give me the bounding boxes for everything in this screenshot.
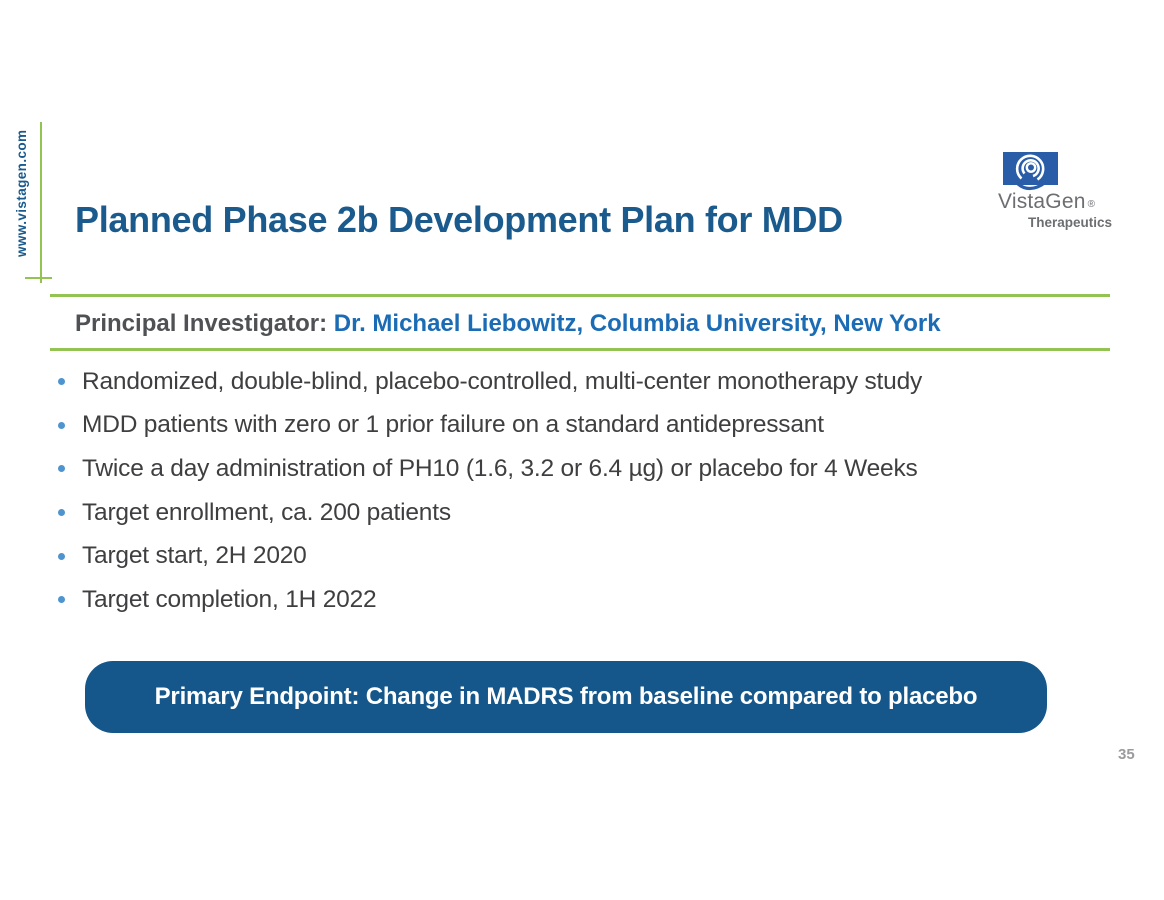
investigator-rule-bottom bbox=[50, 348, 1110, 351]
primary-endpoint-banner: Primary Endpoint: Change in MADRS from baseline compared to placebo bbox=[85, 661, 1047, 733]
slide-title: Planned Phase 2b Development Plan for MDD bbox=[75, 199, 843, 240]
bullet-item-patients bbox=[55, 404, 1115, 448]
bullet-text: Target enrollment, ca. 200 patients bbox=[82, 498, 451, 526]
vistagen-logo bbox=[998, 152, 1112, 230]
bullet-item-dosing bbox=[55, 447, 1115, 491]
sidebar-green-tick bbox=[25, 277, 52, 279]
bullet-dot-icon bbox=[58, 422, 65, 429]
sidebar-green-rule bbox=[40, 122, 42, 283]
logo-wordmark bbox=[998, 190, 1112, 214]
investigator-value: Dr. Michael Liebowitz, Columbia University, New York bbox=[333, 310, 941, 337]
bullet-text: MDD patients with zero or 1 prior failure on a standard antidepressant bbox=[82, 411, 824, 439]
study-bullet-list bbox=[55, 360, 1115, 622]
bullet-dot-icon bbox=[58, 465, 65, 472]
investigator-label: Principal Investigator: bbox=[75, 310, 334, 337]
bullet-dot-icon bbox=[58, 553, 65, 560]
bullet-item-study-design bbox=[55, 360, 1115, 404]
bullet-text: Target start, 2H 2020 bbox=[82, 542, 307, 570]
logo-name-text: VistaGen bbox=[998, 190, 1086, 213]
bullet-item-enrollment bbox=[55, 491, 1115, 535]
logo-subtitle: Therapeutics bbox=[1027, 215, 1112, 230]
bullet-text: Randomized, double-blind, placebo-controlled, multi-center monotherapy study bbox=[82, 367, 923, 395]
bullet-item-start bbox=[55, 534, 1115, 578]
bullet-dot-icon bbox=[58, 378, 65, 385]
bullet-text: Target completion, 1H 2022 bbox=[82, 585, 377, 613]
website-link[interactable]: www.vistagen.com bbox=[14, 129, 29, 257]
registered-mark-icon: ® bbox=[1087, 199, 1096, 210]
bullet-text: Twice a day administration of PH10 (1.6, 3.2 or 6.4 µg) or placebo for 4 Weeks bbox=[82, 454, 918, 482]
vistagen-logo-icon bbox=[1001, 152, 1059, 194]
bullet-dot-icon bbox=[58, 509, 65, 516]
investigator-rule-top bbox=[50, 294, 1110, 297]
bullet-item-completion bbox=[55, 578, 1115, 622]
bullet-dot-icon bbox=[58, 596, 65, 603]
investigator-line bbox=[75, 306, 1105, 342]
page-number: 35 bbox=[1118, 746, 1135, 763]
